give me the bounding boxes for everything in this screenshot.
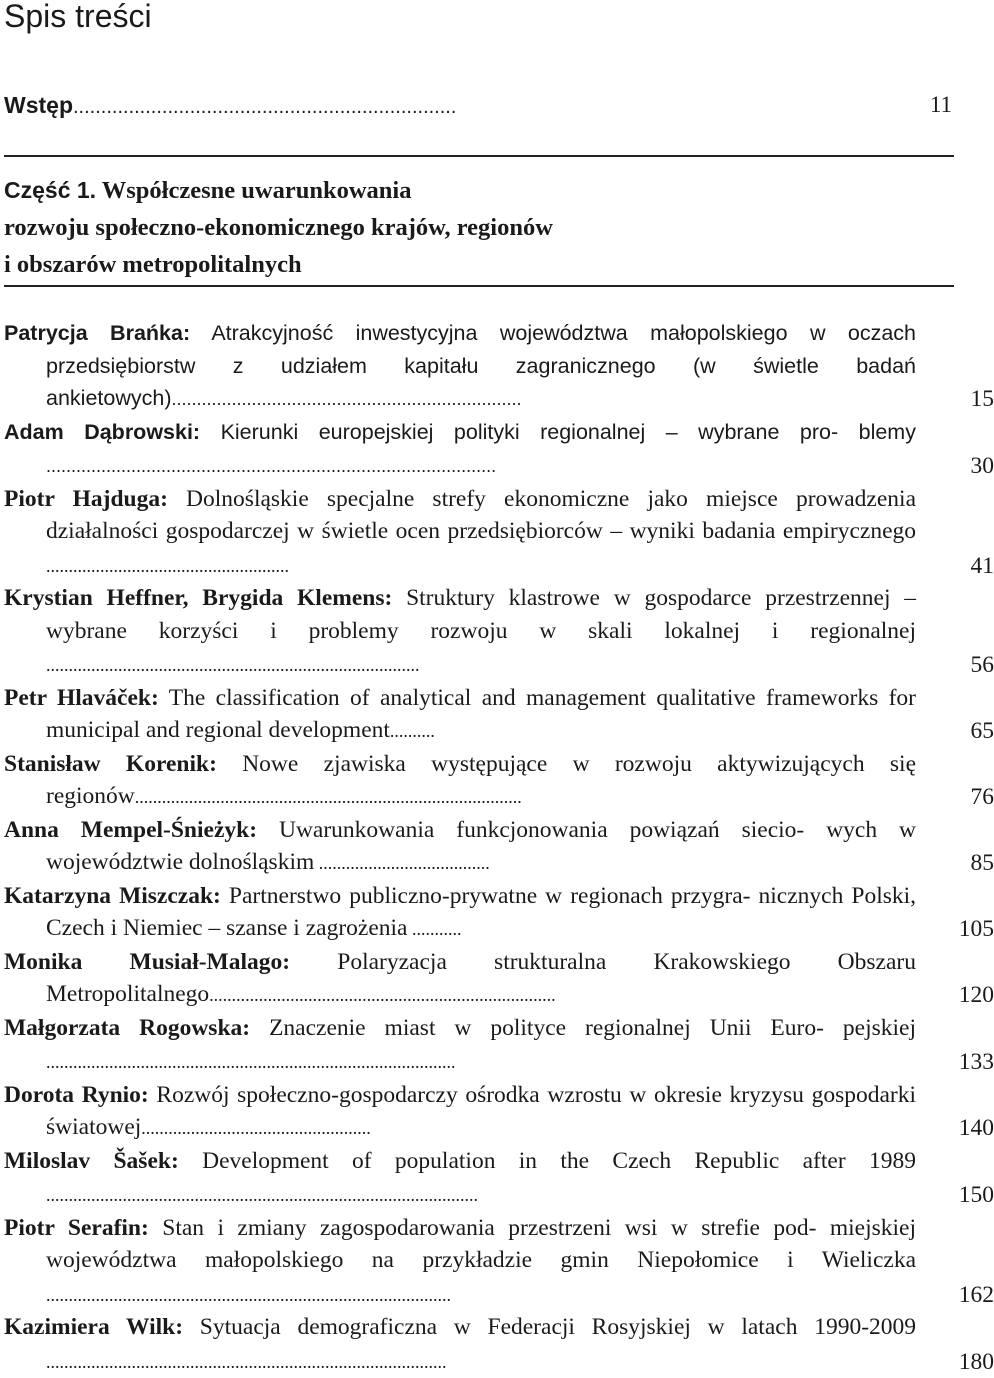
toc-entry[interactable] xyxy=(4,483,916,583)
toc-entry[interactable] xyxy=(4,748,916,814)
entry-leader-dots: ......................................................................................... xyxy=(46,1352,447,1372)
entry-title-line: Znaczenie miast w polityce regionalnej Unii Euro- xyxy=(269,1015,824,1041)
entry-leader-dots: ...................................................................... xyxy=(171,389,521,409)
part-title-line: rozwoju społeczno-ekonomicznego krajów, regionów xyxy=(4,209,904,246)
entry-page-number: 180 xyxy=(959,1346,994,1378)
entry-author: Małgorzata Rogowska: xyxy=(4,1015,250,1041)
entry-page-number: 120 xyxy=(959,979,994,1012)
entry-page-number: 133 xyxy=(959,1046,994,1079)
entry-title-line: w oczach przedsiębiorstw z udziałem kapitału zagranicznego (w świetle xyxy=(46,321,916,378)
entry-title-line: wych w województwie dolnośląskim xyxy=(46,817,916,876)
toc-entry[interactable] xyxy=(4,317,916,416)
entry-author: Dorota Rynio: xyxy=(4,1082,149,1108)
toc-entry[interactable] xyxy=(4,1079,916,1145)
intro-dots: ..................................................................... xyxy=(73,96,456,118)
entry-title-line: 1989 xyxy=(869,1148,916,1174)
entry-page-number: 150 xyxy=(959,1179,994,1212)
part-label: Część 1. xyxy=(4,177,96,203)
entry-title-line: przestrzennej – wybrane korzyści i problemy rozwoju w skali lokalnej xyxy=(46,585,916,644)
entry-title-line: prowadzenia działalności gospodarczej w świetle ocen przedsiębiorców – xyxy=(46,486,916,545)
entry-leader-dots: .......... xyxy=(390,721,435,741)
toc-entry[interactable] xyxy=(4,416,916,483)
toc-entry-intro[interactable] xyxy=(4,89,456,123)
part-title-line: Współczesne uwarunkowania xyxy=(102,177,412,204)
entry-title-line: miejskiej województwa małopolskiego na przykładzie gmin Niepołomice xyxy=(46,1215,916,1274)
entry-page-number: 162 xyxy=(959,1279,994,1312)
entry-author: Piotr Hajduga: xyxy=(4,486,168,512)
entry-title-line: Polaryzacja strukturalna Krakowskiego Obszaru xyxy=(337,949,916,975)
entry-title-line: Nowe zjawiska występujące w rozwoju aktywizujących xyxy=(242,751,864,777)
entry-author: Stanisław Korenik: xyxy=(4,751,217,777)
toc-entry[interactable] xyxy=(4,814,916,880)
entry-author: Krystian Heffner, Brygida Klemens: xyxy=(4,585,392,611)
entry-leader-dots: ........................................................................................... xyxy=(46,1052,456,1072)
part-heading xyxy=(4,172,904,283)
entry-title-line: badań ankietowych) xyxy=(46,354,916,411)
entry-page-number: 41 xyxy=(971,550,994,583)
divider-bottom xyxy=(4,285,954,287)
toc-entry[interactable] xyxy=(4,946,916,1012)
toc-entry[interactable] xyxy=(4,1012,916,1079)
entry-author: Piotr Serafin: xyxy=(4,1215,149,1241)
entry-title-line: The classification of analytical and management qualitative xyxy=(169,685,756,711)
entry-title-line: Development of population in the Czech Republic after xyxy=(202,1148,846,1174)
toc-list xyxy=(4,317,954,1378)
entry-title-line: Uwarunkowania funkcjonowania powiązań siecio- xyxy=(279,817,804,843)
entry-title-line: pejskiej xyxy=(843,1015,916,1041)
entry-title-line: i Wieliczka xyxy=(787,1247,916,1273)
entry-author: Patrycja Brańka: xyxy=(4,321,190,345)
entry-page-number: 30 xyxy=(971,450,994,483)
entry-page-number: 140 xyxy=(959,1112,994,1145)
toc-entry[interactable] xyxy=(4,1212,916,1312)
entry-author: Miloslav Šašek: xyxy=(4,1148,179,1174)
entry-title-line: się regionów xyxy=(46,751,916,810)
intro-page-number: 11 xyxy=(930,89,952,121)
entry-title-line: Metropolitalnego xyxy=(46,981,209,1007)
entry-title-line: Kierunki europejskiej polityki regionalnej – wybrane pro- xyxy=(221,420,839,444)
entry-title-line: Sytuacja demograficzna w Federacji Rosyjskiej w latach xyxy=(200,1314,798,1340)
entry-title-line: nicznych Polski, Czech i Niemiec – szanse i zagrożenia xyxy=(46,883,916,942)
entry-leader-dots: ...................................................... xyxy=(46,556,289,576)
entry-page-number: 85 xyxy=(971,847,994,880)
entry-leader-dots: ...................................... xyxy=(314,853,490,873)
entry-title-line: wyniki badania empirycznego xyxy=(630,518,916,544)
entry-title-line: blemy xyxy=(859,420,916,444)
part-title-line: i obszarów metropolitalnych xyxy=(4,246,904,283)
entry-page-number: 105 xyxy=(959,913,994,946)
entry-title-line: Stan i zmiany zagospodarowania przestrzeni wsi w strefie pod- xyxy=(162,1215,816,1241)
entry-leader-dots: ................................................................................... xyxy=(46,655,420,675)
entry-page-number: 15 xyxy=(971,383,994,416)
toc-entry[interactable] xyxy=(4,1311,916,1378)
entry-title-line: Struktury klastrowe w gospodarce xyxy=(406,585,751,611)
entry-leader-dots: .......................................................................................... xyxy=(46,456,496,476)
entry-leader-dots: ................................................... xyxy=(141,1118,371,1138)
toc-entry[interactable] xyxy=(4,682,916,748)
entry-leader-dots: ...................................................................................... xyxy=(135,787,522,807)
entry-title-line: Partnerstwo publiczno-prywatne w regionach przygra- xyxy=(229,883,751,909)
entry-page-number: 76 xyxy=(971,781,994,814)
entry-title-line: Rozwój społeczno-gospodarczy ośrodka wzrostu w okresie xyxy=(156,1082,721,1108)
entry-title-line: 1990-2009 xyxy=(814,1314,916,1340)
entry-page-number: 65 xyxy=(971,715,994,748)
entry-leader-dots: ........... xyxy=(407,919,461,939)
entry-leader-dots: ................................................................................................ xyxy=(46,1185,478,1205)
entry-author: Anna Mempel-Śnieżyk: xyxy=(4,817,257,843)
entry-title-line: i regionalnej xyxy=(772,618,916,644)
entry-title-line: Atrakcyjność inwestycyjna województwa małopolskiego xyxy=(211,321,787,345)
entry-author: Monika Musiał-Malago: xyxy=(4,949,290,975)
entry-author: Kazimiera Wilk: xyxy=(4,1314,183,1340)
entry-title-line: kryzysu gospodarki światowej xyxy=(46,1082,916,1141)
entry-title-line: frameworks for municipal and regional development xyxy=(46,685,916,744)
intro-label: Wstęp xyxy=(4,92,73,118)
entry-leader-dots: .......................................................................................... xyxy=(46,1285,451,1305)
entry-author: Adam Dąbrowski: xyxy=(4,420,200,444)
divider-top xyxy=(4,155,954,157)
entry-author: Petr Hlaváček: xyxy=(4,685,159,711)
entry-page-number: 56 xyxy=(971,649,994,682)
toc-entry[interactable] xyxy=(4,880,916,946)
entry-leader-dots: ............................................................................. xyxy=(209,985,556,1005)
toc-entry[interactable] xyxy=(4,1145,916,1212)
toc-entry[interactable] xyxy=(4,582,916,682)
entry-title-line: Dolnośląskie specjalne strefy ekonomiczne jako miejsce xyxy=(186,486,778,512)
entry-author: Katarzyna Miszczak: xyxy=(4,883,221,909)
page-title: Spis treści xyxy=(4,0,152,40)
